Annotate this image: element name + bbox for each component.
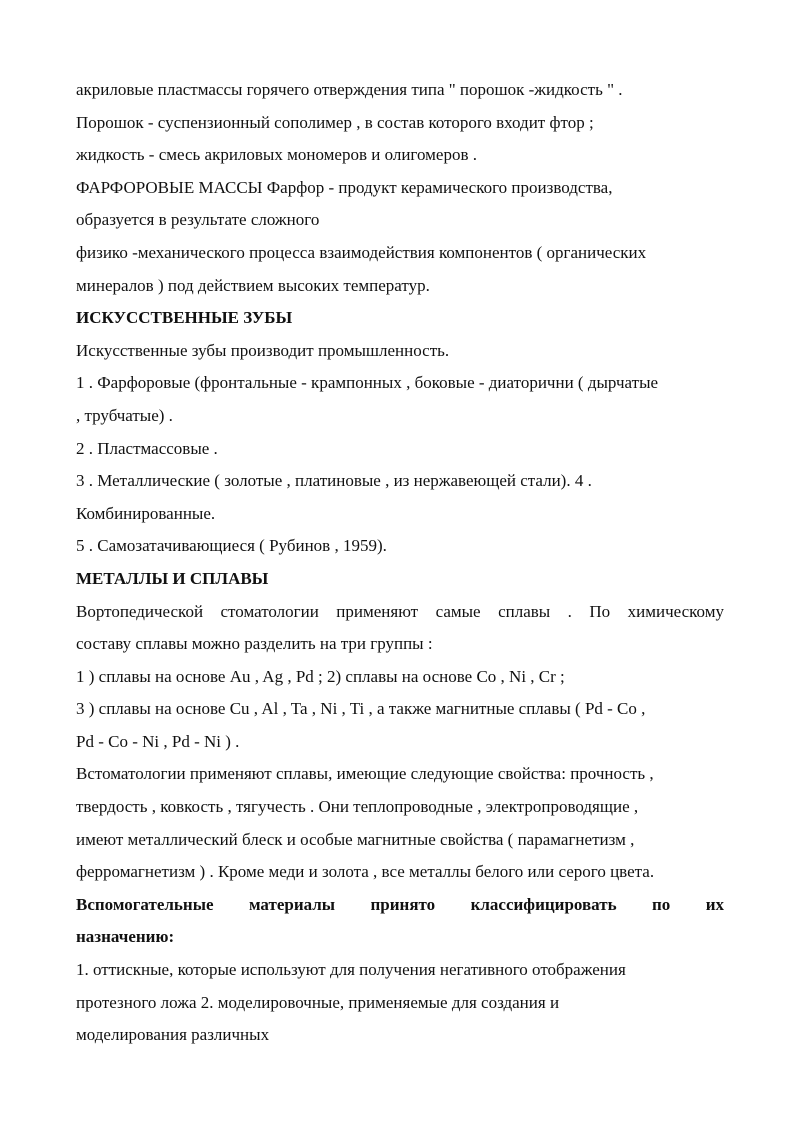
- text-line: 2 . Пластмассовые .: [76, 438, 218, 458]
- section-heading: МЕТАЛЛЫ И СПЛАВЫ: [76, 568, 269, 588]
- text-line: 1 ) сплавы на основе Au , Ag , Pd ; 2) сплавы на основе Co , Ni , Cr ;: [76, 666, 565, 686]
- text-line: 1 . Фарфоровые (фронтальные - крампонных , боковые - диаторични ( дырчатые: [76, 373, 659, 393]
- text-line: Pd - Co - Ni , Pd - Ni ) .: [76, 731, 240, 751]
- section-heading: Вспомогательные материалы принято классифицировать по их: [76, 894, 724, 914]
- text-line: , трубчатые) .: [76, 405, 173, 425]
- text-line: Искусственные зубы производит промышленность.: [76, 340, 450, 360]
- text-line: 5 . Самозатачивающиеся ( Рубинов , 1959).: [76, 536, 387, 556]
- text-line: минералов ) под действием высоких температур.: [76, 275, 430, 295]
- text-line: 1. оттискные, которые используют для получения негативного отображения: [76, 960, 626, 980]
- text-line: акриловые пластмассы горячего отверждения типа " порошок -жидкость " .: [76, 80, 623, 99]
- text-line: 3 ) сплавы на основе Cu , Al , Ta , Ni , Ti , а также магнитные сплавы ( Pd - Co ,: [76, 699, 646, 719]
- text-line: ферромагнетизм ) . Кроме меди и золота , все металлы белого или серого цвета.: [76, 862, 655, 882]
- text-line: образуется в результате сложного: [76, 210, 320, 230]
- text-line: Порошок - суспензионный сополимер , в состав которого входит фтор ;: [76, 112, 594, 132]
- text-line: физико -механического процесса взаимодействия компонентов ( органических: [76, 242, 647, 262]
- text-line: твердость , ковкость , тягучесть . Они теплопроводные , электропроводящие ,: [76, 797, 639, 817]
- text-line: Встоматологии применяют сплавы, имеющие следующие свойства: прочность ,: [76, 764, 654, 784]
- section-heading: ИСКУССТВЕННЫЕ ЗУБЫ: [76, 308, 293, 328]
- section-heading: назначению:: [76, 927, 175, 947]
- text-line: Вортопедической стоматологии применяют самые сплавы . По химическому: [76, 601, 724, 621]
- text-line: жидкость - смесь акриловых мономеров и олигомеров .: [76, 145, 477, 165]
- text-line: Комбинированные.: [76, 503, 216, 523]
- text-line: протезного ложа 2. моделировочные, применяемые для создания и: [76, 992, 560, 1012]
- document-page: [76, 74, 724, 1052]
- text-line: 3 . Металлические ( золотые , платиновые , из нержавеющей стали). 4 .: [76, 471, 592, 491]
- text-line: ФАРФОРОВЫЕ МАССЫ Фарфор - продукт керамического производства,: [76, 177, 613, 197]
- text-line: моделирования различных: [76, 1025, 270, 1045]
- text-line: имеют металлический блеск и особые магнитные свойства ( парамагнетизм ,: [76, 829, 635, 849]
- text-line: составу сплавы можно разделить на три группы :: [76, 634, 433, 654]
